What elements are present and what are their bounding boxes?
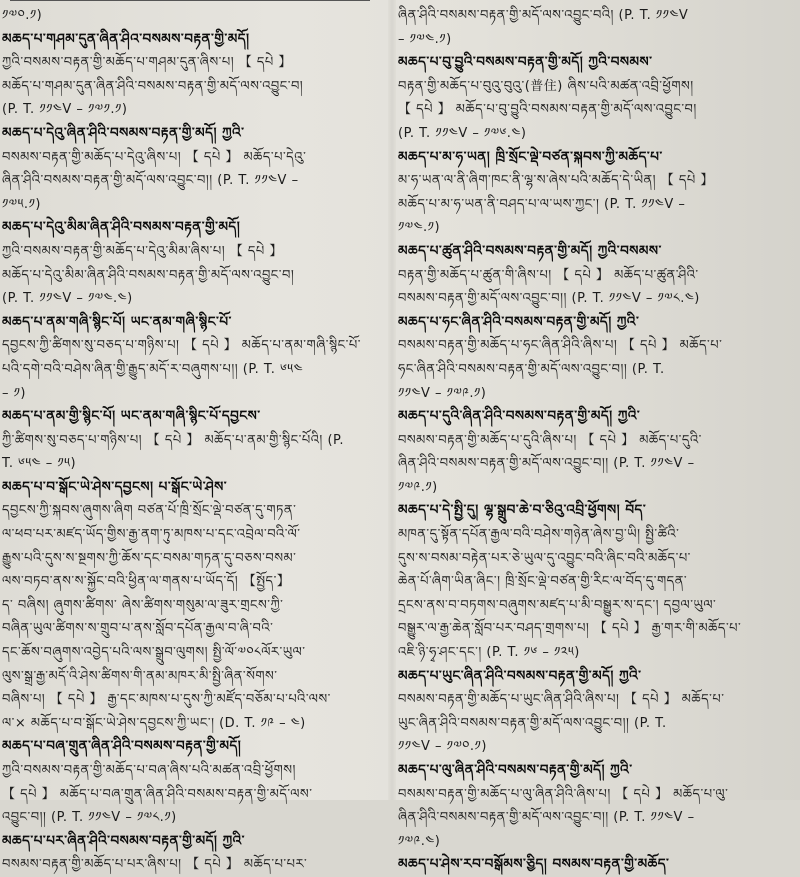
right-entry-heading: མཆད་པ་དུའི་ཞིན་ཤིའི་བསམས་བརྟན་གྱི་མདོ། ཀྱའི་ — [398, 408, 641, 425]
left-text-line: ཀྱའི་བསམས་བརྟན་གྱི་མཆོད་པ་དེའུ་མིམ་ཞིས་པ། 【 དཔེ 】 — [2, 243, 283, 259]
right-text-line: ༡༧༤.༡) — [398, 220, 441, 236]
right-text-line: བརྟན་གྱི་མཆོད་པ་ཚུན་གི་ཞིས་པ། 【 དཔེ 】 མཆོད་པ་ཚུན་ཤིའི་ — [398, 267, 699, 283]
right-text-line: བསམས་བརྟན་གྱི་མཆོད་པ་དུའི་ཞིས་པ། 【 དཔེ 】 མཆོད་པ་དུའི་ — [398, 432, 702, 448]
left-text-line: པའི་དགེ་བའི་བཤེས་ཞིན་གྱི་རྒྱུད་མདོ་ར་བཞུགས་པ།། (P. T. ༦༥༤ — [2, 361, 304, 377]
left-text-line: མཆོད་པ་དེའུ་མིམ་ཞིན་ཤིའི་བསམས་བརྟན་གྱི་མདོ་ལས་འབྱུང་བ། — [2, 267, 295, 283]
left-text-line: བསམས་བརྟན་གྱི་མཆོད་པ་དེའུ་ཞིས་པ། 【 དཔེ 】 མཆོད་པ་དེའུ་ — [2, 149, 307, 165]
left-text-line: དབྱངས་ཀྱི་སྐབས་ཞུགས་ཞིག བཙན་པོ་ཁྲི་སྲོང་ལྡེ་བཙན་དུ་གཏན་ — [2, 503, 297, 519]
left-text-line: ཀྱི་ཚིགས་སུ་བཅད་པ་གཉིས་པ། 【 དཔེ 】 མཆོད་པ་ནམ་གྱི་སྙིང་པོའི། (P. — [2, 432, 344, 448]
right-entry-heading: མཆད་པ་ཤེས་རབ་བསྒོམས་ཅྱིད། བསམས་བརྟན་གྱི་མཆོད་ — [398, 856, 670, 873]
left-entry-heading: མཆད་པ་དེའུ་མིམ་ཞིན་ཤིའི་བསམས་བརྟན་གྱི་མདོ། — [2, 219, 241, 236]
left-text-line: བཞིས་པ། 【 དཔེ 】 རྒྱ་དང་མཁས་པ་དུས་ཀྱི་མཛོད་བཅོམ་པ་པའི་ལས་ — [2, 692, 331, 708]
right-text-line: ༡༡༤V – ༡༧༩.༡) — [398, 385, 487, 401]
left-text-line: ལུས་སྒྲ་རྒྱ་མདོ་འི་ཤེས་ཚིགས་གི་ནམ་མཁར་མི་སྤྱི་ཞིན་སོགས་ — [2, 668, 278, 684]
right-text-line: དུས་ས་བསམ་བརྟེན་པར་ཅེ་ཡུལ་དུ་འབྱུང་བའི་ཞིང་བའི་མཆོད་པ་ — [398, 550, 691, 566]
left-entry-heading: མཆད་པ་པར་ཞིན་ཤིའི་བསམས་བརྟན་གྱི་མདོ། ཀྱའི་ — [2, 832, 245, 849]
right-text-line: བསམས་བརྟན་གྱི་མཆོད་པ་ལུ་ཞིན་ཤིའི་ཞིས་པ། 【 དཔེ 】 མཆོད་པ་ལུ་ — [398, 786, 729, 802]
right-text-line: འཇི་ཉི་ཧྭ་ཤང་དང་། (P. T. ༡༦ – ༡༢༥) — [398, 645, 580, 661]
right-text-line: – ༡༧༤.༡) — [398, 31, 452, 47]
left-text-line: ཀྱའི་བསམས་བརྟན་གྱི་མཆོད་པ་བཞ་ཞིས་པའི་མཚན་འབྲི་ཕྱོགས། — [2, 763, 296, 778]
left-text-line: ཞིན་ཤིའི་བསམས་བརྟན་གྱི་མདོ་ལས་འབྱུང་བ།། (P. T. ༡༡༤V – — [2, 173, 299, 189]
right-text-line: མཁན་དུ་སྟོན་དཔོན་རྒྱལ་བའི་བཤེས་གཉེན་ཞེས་བྱ་ཡི། སྤྱི་ཚིའི་ — [398, 527, 680, 543]
right-text-line: ༡༧༩.༡) — [398, 479, 438, 495]
left-text-line: ལས་བཏབ་ནས་ས་སྐྱོང་བའི་ཕྱིན་ལ་གནས་པ་ཡོད་དོ། 【སྤྱོད་】 — [2, 574, 291, 590]
right-text-line: ༡༡༤V – ༡༧༠.༡) — [398, 739, 487, 755]
left-text-line: ༡༧༠.༡) — [2, 8, 43, 23]
right-text-line: དྲངས་ནས་བ་བཏགས་བཞུགས་མཛད་པ་མི་བསྒྱུར་ས་དང་། དབྱལ་ཡུལ་ — [398, 597, 717, 613]
left-entry-heading: མཆད་པ་གཤམ་དུན་ཞིན་ཤིའ་བསམས་བརྟན་གྱི་མདོ། — [2, 30, 250, 47]
right-column — [398, 4, 783, 873]
left-entry-heading: མཆད་པ་ནམ་གཞི་སྙིང་པོ། ཡང་ནམ་གཞི་སྙིང་པོ་ — [2, 313, 232, 330]
left-text-line: རྒྱུས་པའི་དུས་ས་སྔགས་ཀྱི་ཆོས་དང་བསམ་གཏན་དུ་བཅས་བསམ་ — [2, 550, 297, 566]
right-text-line: མ་ཧ་ཡན་ལ་ནི་ཞིག་ཁང་ནི་ལྷ་ས་ཞེས་པའི་མཆོད་དེ་ཡིན། 【 དཔེ 】 — [398, 173, 714, 189]
column-gutter — [388, 0, 396, 800]
right-text-line: བསམས་བརྟན་གྱི་མདོ་ལས་འབྱུང་བ།། (P. T. ༡༡༤V – ༡༧༨.༤) — [398, 291, 700, 307]
left-text-line: ད་ བཞིས། ཞུགས་ཚིགས་ ཞེས་ཚིགས་གསུམ་ལ་ཟུར་གྲངས་ཀྱི་ — [2, 597, 284, 613]
left-entry-heading: མཆད་པ་བཞ་གྲུན་ཞིན་ཤིའི་བསམས་བརྟན་གྱི་མདོ། — [2, 738, 242, 755]
left-text-line: བཞིན་ཡུལ་ཚིགས་ས་གྲུབ་པ་ནས་སློབ་དཔོན་རྒྱལ་བ་ཞི་བའི་ — [2, 621, 274, 637]
left-text-line: (P. T. ༡༡༤V – ༡༧༡.༡) — [2, 102, 128, 118]
left-text-line: (P. T. ༡༡༤V – ༡༧༤.༤) — [2, 291, 133, 307]
left-text-line: བསམས་བརྟན་གྱི་མཆོད་པ་པར་ཞིས་པ། 【 དཔེ 】 མཆོད་པ་པར་ — [2, 857, 308, 873]
right-entry-heading: མཆད་པ་ཚུན་ཤིའི་བསམས་བརྟན་གྱི་མདོ། ཀྱའི་བསམས་ — [398, 242, 662, 259]
right-text-line: བསམས་བརྟན་གྱི་མཆོད་པ་ཧང་ཞིན་ཤིའི་ཞིས་པ། 【 དཔེ 】 མཆོད་པ་ — [398, 338, 723, 354]
right-text-line: མཆོད་པ་མ་ཧ་ཡན་ནི་བཤད་པ་ལ་ཡས་ཀྱང་། (P. T. ༡༡༤V – — [398, 196, 686, 212]
right-entry-heading: མཆད་པ་ཡུང་ཞིན་ཤིའི་བསམས་བརྟན་གྱི་མདོ། ཀྱའི་ — [398, 667, 642, 684]
right-text-line: བསྒྱུར་ལ་རྒྱ་ཆེན་སློབ་པར་བཤད་གྲགས་པ། 【 དཔེ 】 རྒྱ་གར་གི་མཆོད་པ་ — [398, 621, 742, 637]
right-entry-heading: མཆད་པ་བུ་བྱུའི་བསམས་བརྟན་གྱི་མདོ། ཀྱའི་བསམས་ — [398, 54, 653, 71]
right-entry-heading: མཆད་པ་ལུ་ཞིན་ཤིའི་བསམས་བརྟན་གྱི་མདོ། ཀྱའི་ — [398, 762, 633, 778]
right-entry-heading: མཆད་པ་ཧང་ཞིན་ཤིའི་བསམས་བརྟན་གྱི་མདོ། ཀྱའི་ — [398, 313, 640, 330]
right-text-line: ༡༧༩.༤) — [398, 833, 441, 849]
left-text-line: ལ་× མཆོད་པ་བ་སྒོང་ཡེ་ཤེས་དབྱངས་ཀྱི་ཡང་། (D. T. ༡༩ – ༤) — [2, 715, 306, 731]
left-text-line: དང་ཆོས་བཞུགས་འབྱེད་པའི་ལས་སྒྲུབ་ལུགས། སྤྱི་ལོ་༧༠༨ལོར་ཡུལ་ — [2, 645, 306, 661]
right-text-line: ཧང་ཞིན་ཤིའི་བསམས་བརྟན་གྱི་མདོ་ལས་འབྱུང་བ།། (P. T. — [398, 361, 665, 377]
left-text-line: འབྱུང་བ།། (P. T. ༡༡༤V – ༡༧༨.༡) — [2, 810, 177, 826]
left-entry-heading: མཆད་པ་ནམ་གྱི་སྙིང་པོ། ཡང་ནམ་གཞི་སྙིང་པོ་དབྱངས་ — [2, 408, 261, 425]
right-text-line: བསམས་བརྟན་གྱི་མཆོད་པ་ཡུང་ཞིན་ཤིའི་ཞིས་པ། 【 དཔེ 】 མཆོད་པ་ — [398, 692, 725, 708]
left-text-line: – ༡) — [2, 385, 26, 401]
right-text-line: 【 དཔེ 】 མཆོད་པ་བུ་བྱུའི་བསམས་བརྟན་གྱི་མདོ་ལས་འབྱུང་བ། — [398, 102, 697, 118]
right-text-line: བརྟན་གྱི་མཆོད་པ་བུའུ་བུའུ་(普住) ཞིས་པའི་མཚན་འབྲི་ཕྱོགས། — [398, 78, 694, 94]
right-entry-heading: མཆད་པ་མ་ཧ་ཡན། ཁྲི་སྲོང་ལྡེ་བཙན་སྐབས་ཀྱི་མཆོད་པ་ — [398, 148, 663, 165]
right-text-line: ཆེན་པོ་ཞིག་ཡིན་ཞིང་། ཁྲི་སྲོང་ལྡེ་བཙན་གྱི་རིང་ལ་བོད་དུ་གདན་ — [398, 574, 688, 590]
left-text-line: ལ་ཕབ་པར་མཛད་ཡོད་གྱིས་རྒྱ་ནག་ཏུ་མཁས་པ་དང་འབྲེལ་བའི་ལོ་ — [2, 527, 301, 543]
right-text-line: ཞིན་ཤིའི་བསམས་བརྟན་གྱི་མདོ་ལས་འབྱུང་བ།། (P. T. ༡༡༤V – — [398, 810, 695, 826]
right-entry-heading: མཆད་པ་དེ་སྤྱི་དུ། ལྷ་སྒྲུབ་ཆེ་བ་ཅིའུ་འབྲི་ཕྱོགས། བོད་ — [398, 502, 647, 519]
left-column — [2, 4, 387, 873]
left-entry-heading: མཆད་པ་དེའུ་ཞིན་ཤིའི་བསམས་བརྟན་གྱི་མདོ། ཀྱའི་ — [2, 124, 245, 141]
right-text-line: (P. T. ༡༡༤V – ༡༧༦.༤) — [398, 125, 527, 141]
right-text-line: ཞིན་ཤིའི་བསམས་བརྟན་གྱི་མདོ་ལས་འབྱུང་བའི། (P. T. ༡༡༤V — [398, 8, 689, 23]
right-text-line: ཞིན་ཤིའི་བསམས་བརྟན་གྱི་མདོ་ལས་འབྱུང་བ།། (P. T. ༡༡༤V – — [398, 456, 695, 472]
left-text-line: མཆོད་པ་གཤམ་དུན་ཞིན་ཤིའི་བསམས་བརྟན་གྱི་མདོ་ལས་འབྱུང་བ། — [2, 78, 304, 94]
left-text-line: ༡༧༥.༡) — [2, 196, 41, 212]
left-text-line: དབྱངས་ཀྱི་ཚིགས་སུ་བཅད་པ་གཉིས་པ། 【 དཔེ 】 མཆོད་པ་ནམ་གཞི་སྙིང་པོ་ — [2, 338, 361, 354]
right-text-line: ཡུང་ཞིན་ཤིའི་བསམས་བརྟན་གྱི་མདོ་ལས་འབྱུང་བ།། (P. T. — [398, 715, 667, 731]
top-rule — [10, 0, 370, 1]
left-text-line: T. ༦༥༤ – ༡༥) — [2, 456, 77, 472]
left-text-line: 【 དཔེ 】 མཆོད་པ་བཞ་གྲུན་ཞིན་ཤིའི་བསམས་བརྟན་གྱི་མདོ་ལས་ — [2, 786, 313, 802]
left-entry-heading: མཆད་པ་བ་སྒོང་ཡེ་ཤེས་དབྱངས། པ་སྒོང་ཡེ་ཤེས་ — [2, 478, 228, 495]
left-text-line: ཀྱའི་བསམས་བརྟན་གྱི་མཆོད་པ་གཤམ་དུན་ཞིས་པ། 【 དཔེ 】 — [2, 55, 292, 71]
